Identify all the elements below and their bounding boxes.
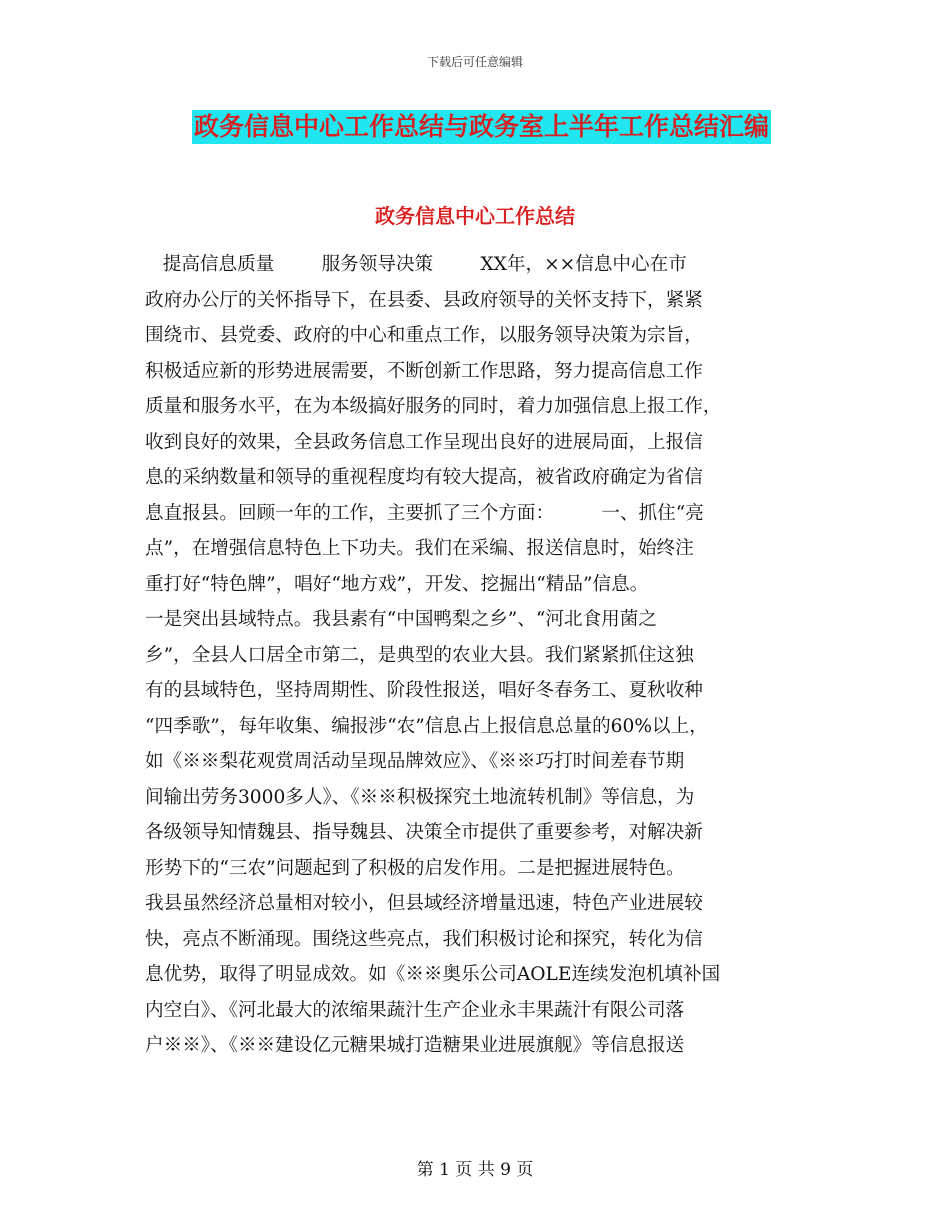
section-title: 政务信息中心工作总结 bbox=[375, 204, 575, 228]
body-line: 有的县域特色，坚持周期性、阶段性报送，唱好冬春务工、夏秋收种 bbox=[145, 680, 703, 701]
body-line: 间输出劳务3000多人》、《※※积极探究土地流转机制》等信息，为 bbox=[145, 786, 695, 808]
body-line: 积极适应新的形势进展需要，不断创新工作思路，努力提高信息工作 bbox=[145, 360, 703, 382]
body-line: 点”，在增强信息特色上下功夫。我们在采编、报送信息时，始终注 bbox=[145, 538, 694, 559]
body-line: 质量和服务水平，在为本级搞好服务的同时，着力加强信息上报工作， bbox=[145, 396, 722, 417]
body-line: 收到良好的效果，全县政务信息工作呈现出良好的进展局面，上报信 bbox=[145, 431, 703, 453]
body-line: 息直报县。回顾一年的工作，主要抓了三个方面： 一、抓住“亮 bbox=[145, 502, 704, 524]
body-line: 如《※※梨花观赏周活动呈现品牌效应》、《※※巧打时间差春节期 bbox=[145, 751, 685, 772]
body-line: 户※※》、《※※建设亿元糖果城打造糖果业进展旗舰》等信息报送 bbox=[145, 1035, 685, 1056]
page-footer: 第 1 页 共 9 页 bbox=[416, 1160, 534, 1180]
body-line: 一是突出县域特点。我县素有“中国鸭梨之乡”、“河北食用菌之 bbox=[145, 609, 657, 630]
body-line: 我县虽然经济总量相对较小，但县域经济增量迅速，特色产业进展较 bbox=[145, 893, 703, 914]
header-note: 下载后可任意编辑 bbox=[426, 55, 523, 69]
body-line: 形势下的“三农”问题起到了积极的启发作用。二是把握进展特色。 bbox=[145, 857, 685, 879]
body-line: 快，亮点不断涌现。围绕这些亮点，我们积极讨论和探究，转化为信 bbox=[145, 928, 703, 950]
body-line: 内空白》、《河北最大的浓缩果蔬汁生产企业永丰果蔬汁有限公司落 bbox=[145, 999, 685, 1021]
body-line: 乡”，全县人口居全市第二，是典型的农业大县。我们紧紧抓住这独 bbox=[145, 644, 694, 666]
document-title: 政务信息中心工作总结与政务室上半年工作总结汇编 bbox=[192, 110, 771, 144]
body-line: 政府办公厅的关怀指导下，在县委、县政府领导的关怀支持下，紧紧 bbox=[145, 289, 703, 311]
body-line: 提高信息质量 服务领导决策 XX年，××信息中心在市 bbox=[145, 254, 687, 275]
body-line: 各级领导知情魏县、指导魏县、决策全市提供了重要参考，对解决新 bbox=[145, 822, 703, 843]
body-line: 重打好“特色牌”，唱好“地方戏”，开发、挖掘出“精品”信息。 bbox=[145, 573, 649, 595]
body-line: 息优势，取得了明显成效。如《※※奥乐公司AOLE连续发泡机填补国 bbox=[145, 964, 721, 985]
body-line: “四季歌”，每年收集、编报涉“农”信息占上报信息总量的60%以上， bbox=[145, 715, 708, 737]
body-line: 息的采纳数量和领导的重视程度均有较大提高，被省政府确定为省信 bbox=[145, 467, 703, 488]
body-line: 围绕市、县党委、政府的中心和重点工作，以服务领导决策为宗旨， bbox=[145, 325, 703, 346]
